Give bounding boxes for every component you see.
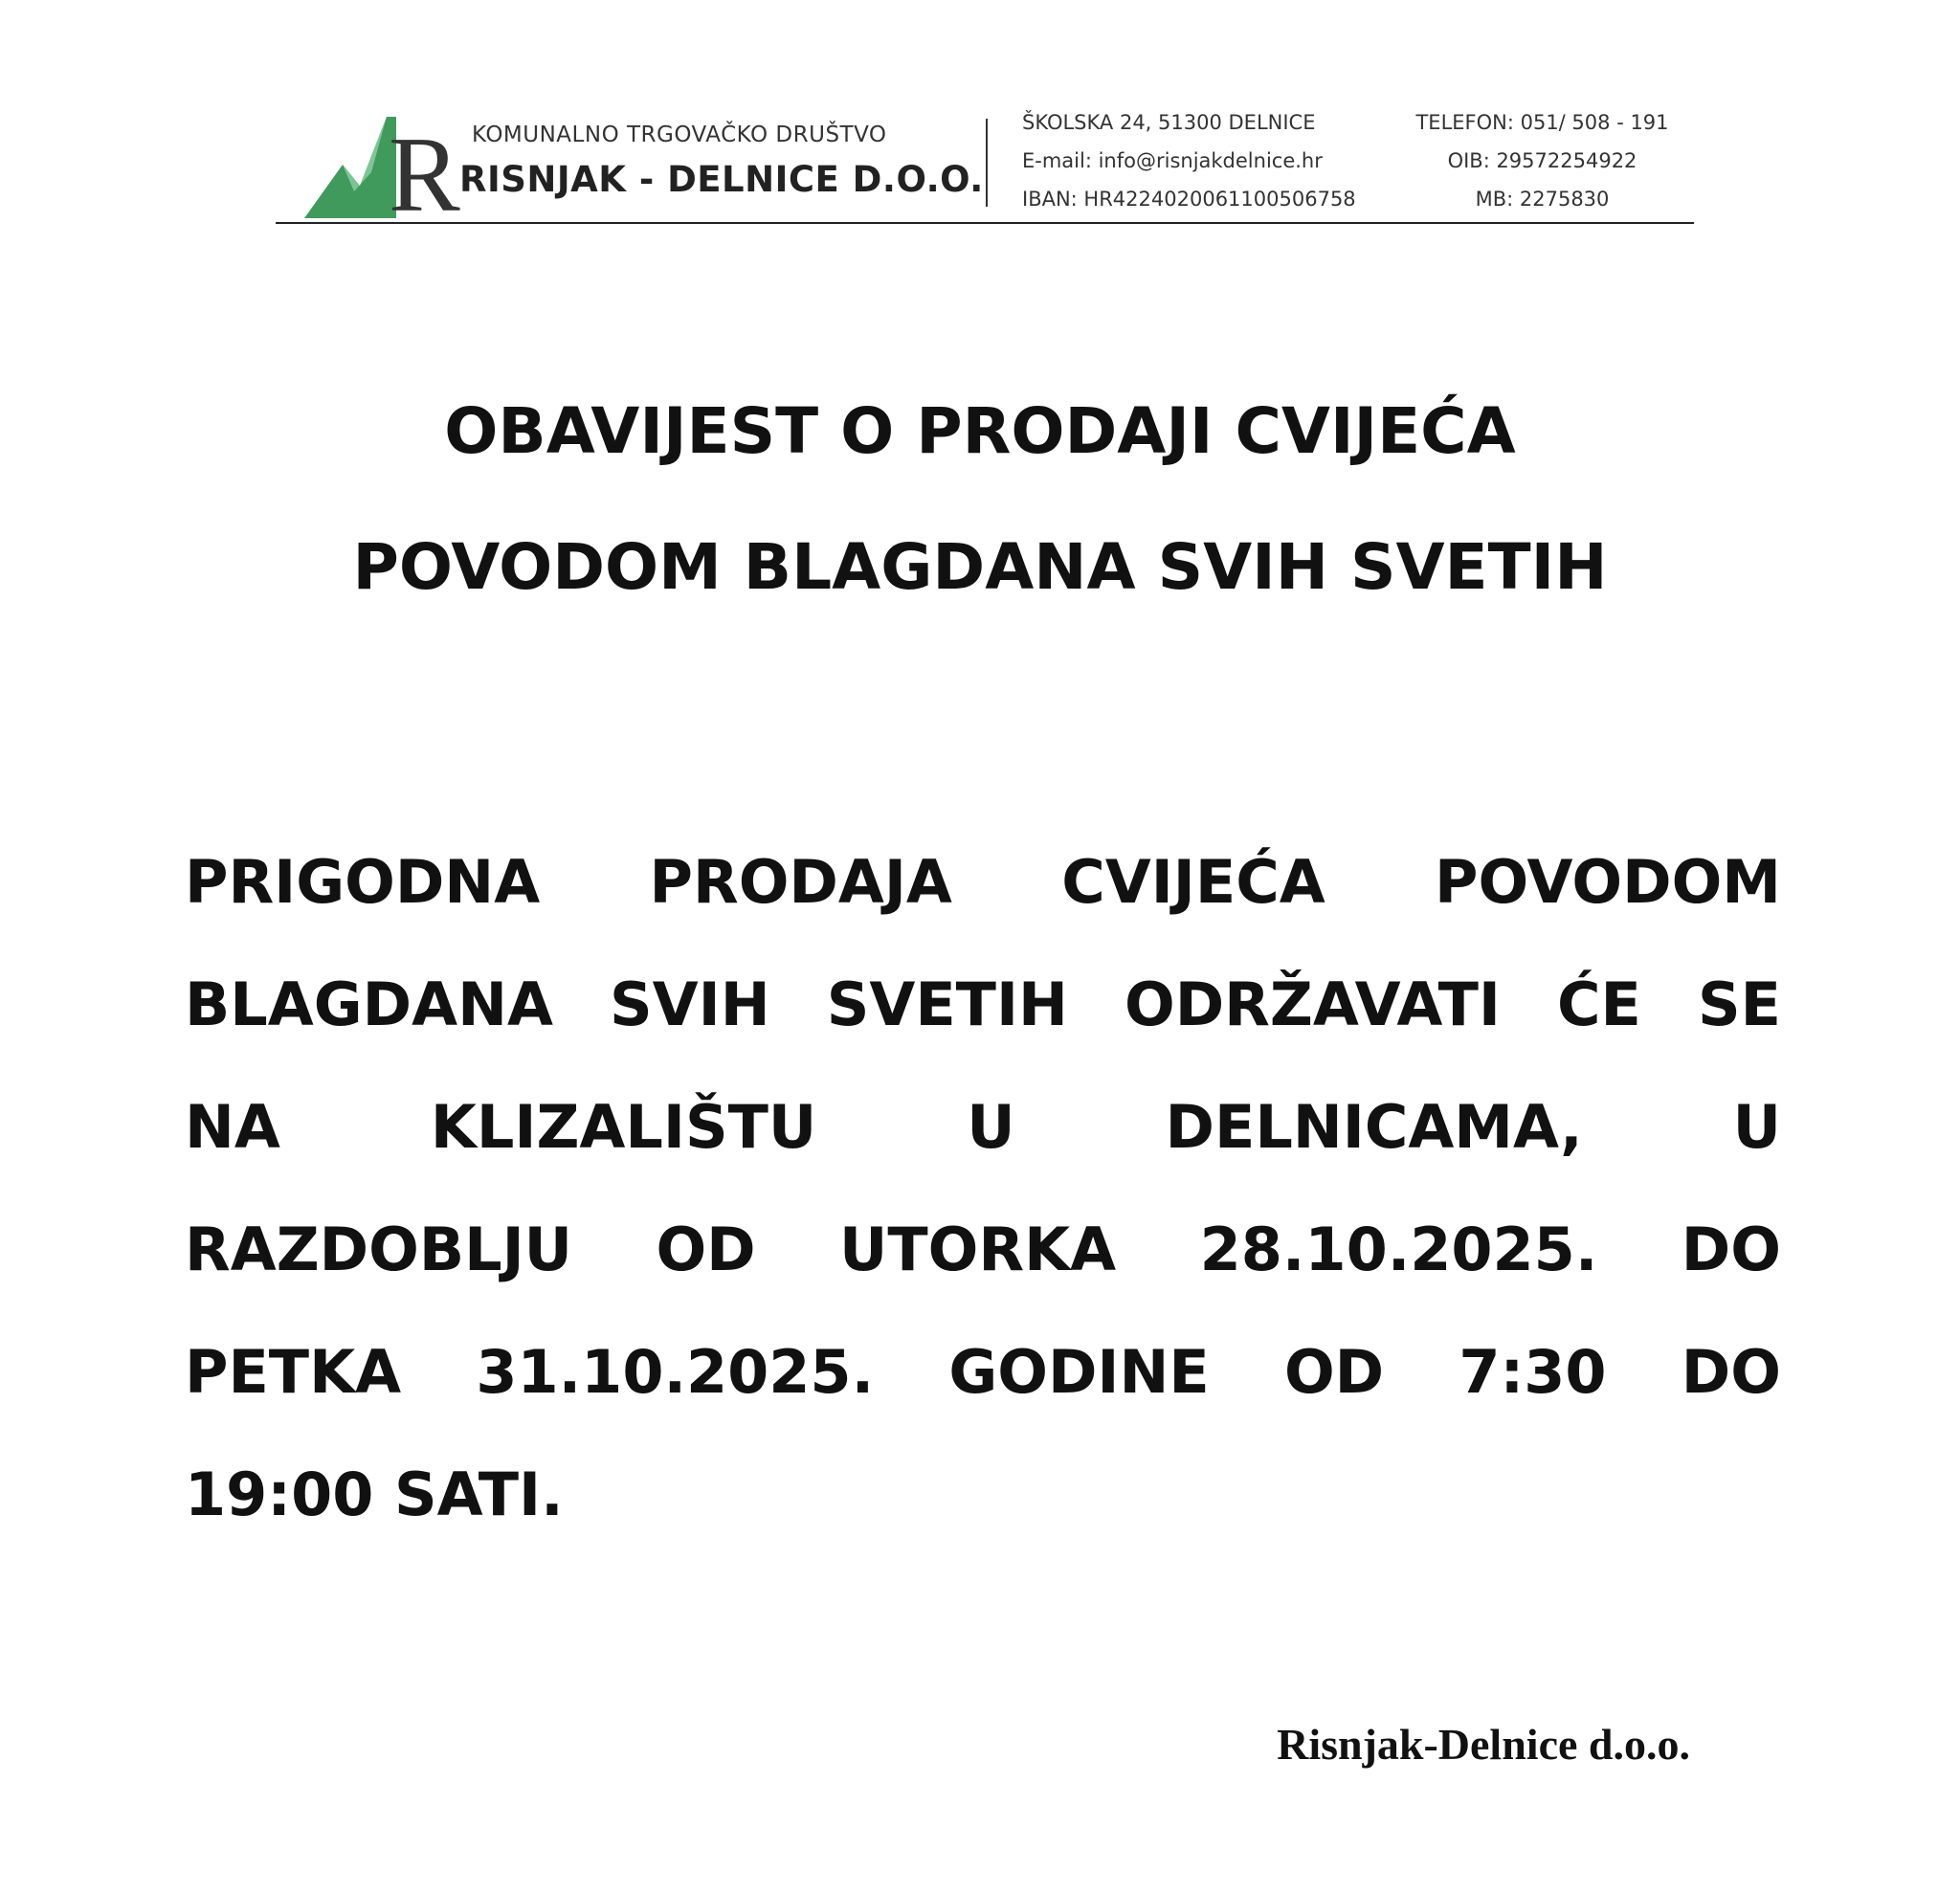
body-word: PRIGODNA	[185, 847, 541, 917]
company-mb: MB: 2275830	[1475, 188, 1610, 211]
body-line	[185, 1189, 1781, 1311]
body-word: NA	[185, 1092, 280, 1162]
body-word: POVODOM	[1435, 847, 1781, 917]
body-word: 31.10.2025.	[476, 1337, 875, 1407]
body-line	[185, 1066, 1781, 1189]
contact-column-address	[1022, 103, 1424, 218]
letterhead-divider	[986, 119, 988, 207]
body-word: DO	[1681, 1214, 1781, 1284]
body-word: SVETIH	[826, 969, 1068, 1039]
notice-body	[185, 821, 1781, 1556]
letterhead-rule	[276, 222, 1694, 224]
body-word: OD	[656, 1214, 756, 1284]
body-word: GODINE	[948, 1337, 1210, 1407]
body-word: SE	[1697, 969, 1781, 1039]
signature: Risnjak-Delnice d.o.o.	[1277, 1720, 1690, 1769]
body-word: BLAGDANA	[185, 969, 553, 1039]
company-iban: IBAN: HR4224020061100506758	[1022, 188, 1356, 211]
body-word: KLIZALIŠTU	[430, 1092, 817, 1162]
company-name: RISNJAK - DELNICE D.O.O.	[459, 159, 984, 200]
body-word: CVIJEĆA	[1061, 847, 1325, 917]
company-tagline: KOMUNALNO TRGOVAČKO DRUŠTVO	[472, 123, 887, 147]
company-phone: TELEFON: 051/ 508 - 191	[1415, 111, 1669, 134]
notice-title-line-2: POVODOM BLAGDANA SVIH SVETIH	[352, 530, 1608, 604]
company-email: E-mail: info@risnjakdelnice.hr	[1022, 149, 1323, 172]
notice-title	[0, 364, 1960, 635]
body-word: PETKA	[185, 1337, 402, 1407]
body-line	[185, 821, 1781, 944]
body-word: ĆE	[1557, 969, 1641, 1039]
body-word: 28.10.2025.	[1199, 1214, 1598, 1284]
notice-title-line-1: OBAVIJEST O PRODAJI CVIJEĆA	[444, 394, 1516, 468]
body-line	[185, 1311, 1781, 1434]
body-line	[185, 1434, 1781, 1556]
letterhead	[276, 96, 1694, 226]
body-word: SVIH	[610, 969, 770, 1039]
body-word: OD	[1283, 1337, 1385, 1407]
company-oib: OIB: 29572254922	[1447, 149, 1637, 172]
logo-letter: R	[389, 116, 460, 220]
body-word: PRODAJA	[649, 847, 952, 917]
body-word: ODRŽAVATI	[1125, 969, 1501, 1039]
body-word: UTORKA	[839, 1214, 1117, 1284]
body-word: DO	[1681, 1337, 1781, 1407]
company-address: ŠKOLSKA 24, 51300 DELNICE	[1022, 111, 1316, 134]
body-word: U	[967, 1092, 1015, 1162]
body-word: DELNICAMA,	[1165, 1092, 1583, 1162]
body-word: 7:30	[1459, 1337, 1607, 1407]
contact-column-ids	[1391, 103, 1694, 218]
body-word: RAZDOBLJU	[185, 1214, 573, 1284]
body-line	[185, 944, 1781, 1066]
body-word: 19:00 SATI.	[185, 1459, 564, 1529]
body-word: U	[1732, 1092, 1781, 1162]
company-logo-icon	[304, 115, 467, 220]
